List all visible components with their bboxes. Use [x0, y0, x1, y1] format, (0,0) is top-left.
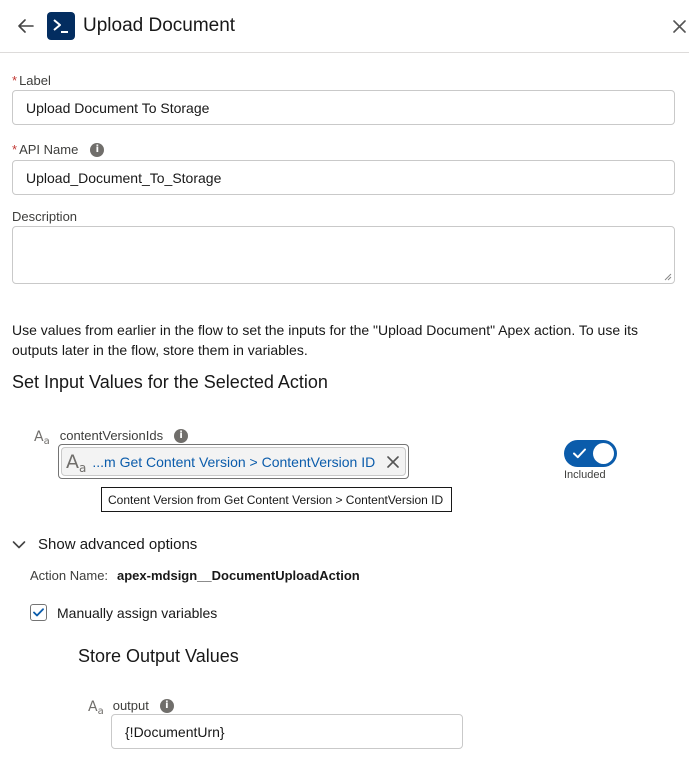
output-variable-input[interactable]: {!DocumentUrn}: [111, 714, 463, 749]
required-marker: *: [12, 73, 18, 88]
description-textarea[interactable]: [12, 226, 675, 284]
output-param-label: [88, 696, 174, 715]
resource-pill[interactable]: [61, 447, 406, 476]
panel-title: Upload Document: [83, 15, 236, 36]
text-type-icon: Aa: [88, 699, 104, 717]
output-param-name: output: [112, 698, 149, 713]
toggle-knob: [593, 443, 614, 464]
input-param-label: [34, 426, 188, 445]
check-icon: [573, 448, 586, 459]
required-marker: *: [12, 142, 18, 157]
apex-action-icon: [47, 12, 75, 40]
manual-assign-checkbox[interactable]: [30, 604, 47, 621]
advanced-options-label: Show advanced options: [38, 536, 198, 553]
info-icon[interactable]: i: [90, 143, 104, 157]
pill-tooltip: Content Version from Get Content Version > ContentVersion ID: [101, 487, 452, 512]
text-type-icon: Aa: [34, 429, 50, 447]
action-name-label: Action Name:: [30, 568, 109, 583]
close-icon[interactable]: [668, 15, 689, 37]
chevron-down-icon: [12, 540, 26, 550]
param-name: contentVersionIds: [59, 428, 164, 443]
text-type-icon: $A_a$: [66, 450, 87, 475]
api-name-field-label: * API Name i: [12, 142, 104, 157]
resource-pill-container[interactable]: [58, 444, 409, 479]
instructions-text: Use values from earlier in the flow to set the inputs for the "Upload Document" Apex action. To use its outputs later in the flow, store them in variables.: [12, 322, 639, 358]
toggle-label: Included: [564, 469, 606, 481]
checkmark-icon: [33, 608, 44, 617]
input-section-title: Set Input Values for the Selected Action: [12, 372, 328, 392]
info-icon[interactable]: i: [174, 429, 188, 443]
description-field-label: Description: [12, 209, 78, 224]
output-section-title: Store Output Values: [78, 646, 239, 666]
manual-assign-label: Manually assign variables: [57, 605, 218, 621]
api-name-input[interactable]: Upload_Document_To_Storage: [12, 160, 675, 195]
resize-handle-icon[interactable]: [664, 273, 672, 281]
pill-label: ...m Get Content Version > ContentVersion ID: [92, 453, 376, 470]
included-toggle[interactable]: [564, 440, 617, 467]
label-input[interactable]: Upload Document To Storage: [12, 90, 675, 125]
remove-icon[interactable]: [387, 456, 399, 468]
advanced-options-toggle[interactable]: [12, 536, 197, 553]
action-name-value: apex-mdsign__DocumentUploadAction: [117, 568, 360, 583]
info-icon[interactable]: i: [160, 699, 174, 713]
label-field-label: * Label: [12, 73, 51, 88]
back-arrow-icon[interactable]: [14, 14, 38, 38]
